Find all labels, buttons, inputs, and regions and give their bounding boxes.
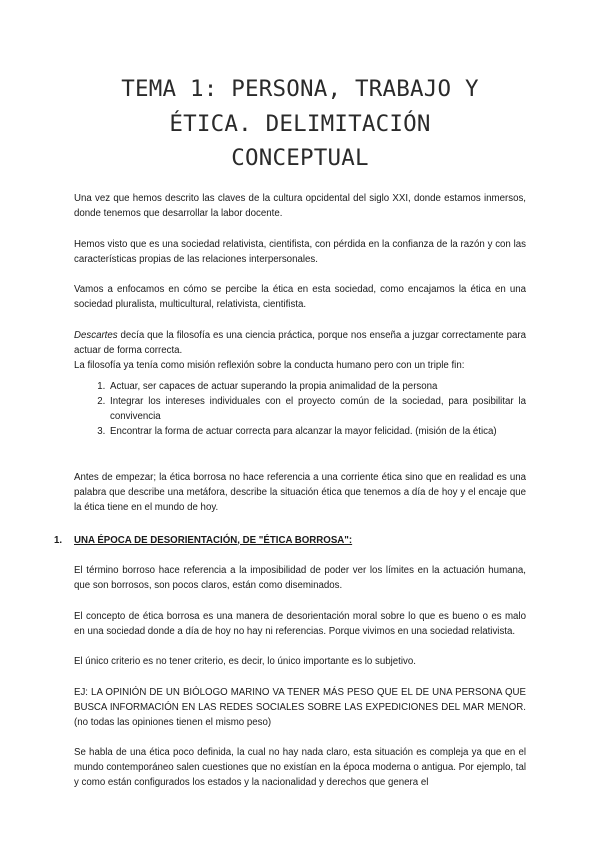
- title-line-1: TEMA 1: PERSONA, TRABAJO Y: [121, 76, 479, 102]
- paragraph-before-start: Antes de empezar; la ética borrosa no hace referencia a una corriente ética sino que en realidad es una palabra que describe una metáfora, describe la situación ética que tenemos a día de hoy y el encaje que la ética tiene en el mundo de hoy.: [74, 471, 526, 513]
- example-note: (no todas las opiniones tienen el mismo peso): [74, 716, 272, 728]
- section-heading: [54, 533, 526, 548]
- paragraph-ethics-defined: Se habla de una ética poco definida, la cual no hay nada claro, esta situación es compleja ya que en el mundo contemporáneo salen cuestiones que no existían en la época moderna o antigua. Por ejemplo, tal y como están configurados los estados y la nacionalidad y derechos que genera el: [74, 747, 526, 788]
- title-line-3: CONCEPTUAL: [231, 145, 369, 171]
- paragraph-concept: El concepto de ética borrosa es una manera de desorientación moral sobre lo que es bueno o es malo en una sociedad donde a día de hoy no hay ni referencias. Porque vivimos en una sociedad relativista.: [74, 610, 526, 637]
- example-caps: EJ: LA OPINIÓN DE UN BIÓLOGO MARINO VA TENER MÁS PESO QUE EL DE UNA PERSONA QUE BUSCA INFORMACIÓN EN LAS REDES SOCIALES SOBRE LAS EXPEDICIONES DEL MAR MENOR.: [74, 686, 526, 713]
- paragraph-descartes: [74, 328, 526, 358]
- title-line-2: ÉTICA. DELIMITACIÓN: [169, 110, 431, 137]
- list-item: 3. Encontrar la forma de actuar correcta para alcanzar la mayor felicidad. (misión de la ética): [108, 424, 526, 439]
- paragraph-borroso: El término borroso hace referencia a la imposibilidad de poder ver los límites en la actuación humana, que son borrosos, son pocos claros, están como diseminados.: [74, 565, 526, 591]
- list-item: 1. Actuar, ser capaces de actuar superando la propia animalidad de la persona: [108, 379, 526, 394]
- page-title: [40, 72, 560, 176]
- paragraph-criterion: El único criterio es no tener criterio, es decir, lo único importante es lo subjetivo.: [74, 656, 416, 667]
- descartes-text: decía que la filosofía es una ciencia práctica, porque nos enseña a juzgar correctamente para actuar de forma correcta.: [74, 329, 526, 356]
- paragraph-intro: Una vez que hemos descrito las claves de la cultura opcidental del siglo XXI, donde estamos inmersos, donde tenemos que desarrollar la labor docente.: [74, 193, 526, 219]
- document-body: [54, 191, 526, 790]
- descartes-name: Descartes: [74, 329, 118, 341]
- paragraph-example: [74, 685, 526, 730]
- paragraph-society: Hemos visto que es una sociedad relativista, cientifista, con pérdida en la confianza de la razón y con las características propias de las relaciones interpersonales.: [74, 238, 526, 265]
- purpose-list: [74, 379, 526, 439]
- paragraph-mission: La filosofía ya tenía como misión reflexión sobre la conducta humano pero con un triple fin:: [74, 359, 465, 371]
- list-item: 2. Integrar los intereses individuales con el proyecto común de la sociedad, para posibilitar la convivencia: [108, 394, 526, 424]
- section-number: 1.: [54, 534, 63, 546]
- paragraph-focus: Vamos a enfocamos en cómo se percibe la ética en esta sociedad, como encajamos la ética en una sociedad pluralista, multicultural, relativista, cientifista.: [74, 284, 526, 310]
- section-title: UNA ÉPOCA DE DESORIENTACIÓN, DE "ÉTICA BORROSA":: [74, 534, 353, 546]
